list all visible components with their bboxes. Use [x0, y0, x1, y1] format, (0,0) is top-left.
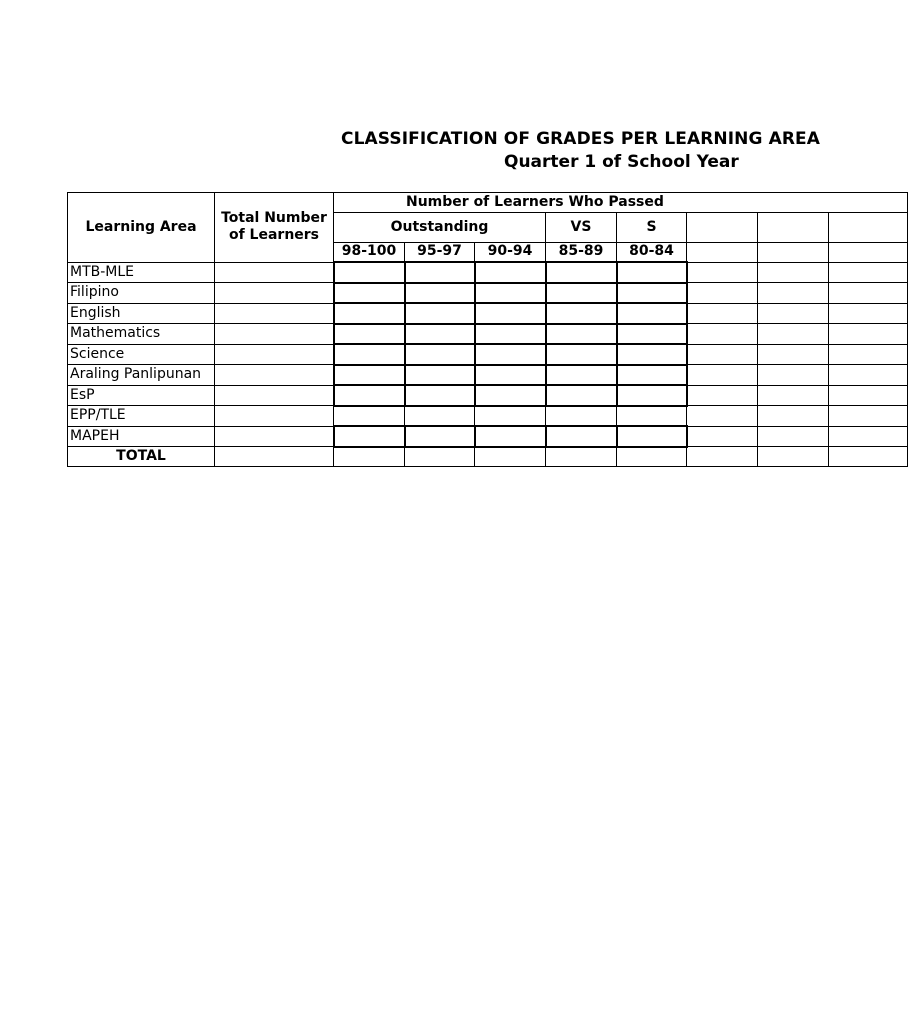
count-cell[interactable] [687, 344, 758, 365]
s-header: S [617, 212, 687, 242]
vs-header: VS [546, 212, 617, 242]
count-cell[interactable] [829, 426, 908, 447]
total-learners-cell[interactable] [215, 344, 334, 365]
grade-range-header: 95-97 [405, 242, 475, 262]
count-cell[interactable] [334, 283, 405, 304]
total-cell[interactable] [829, 447, 908, 467]
count-cell[interactable] [475, 365, 546, 386]
total-learners-cell[interactable] [215, 365, 334, 386]
count-cell[interactable] [687, 426, 758, 447]
count-cell[interactable] [758, 262, 829, 283]
count-cell[interactable] [546, 324, 617, 345]
count-cell[interactable] [758, 283, 829, 304]
count-cell[interactable] [405, 426, 475, 447]
count-cell[interactable] [758, 303, 829, 324]
count-cell[interactable] [405, 385, 475, 406]
total-cell[interactable] [405, 447, 475, 467]
grade-range-header: 85-89 [546, 242, 617, 262]
count-cell[interactable] [334, 406, 405, 427]
count-cell[interactable] [475, 406, 546, 427]
count-cell[interactable] [687, 262, 758, 283]
count-cell[interactable] [617, 426, 687, 447]
total-learners-cell[interactable] [215, 324, 334, 345]
grade-range-header: 80-84 [617, 242, 687, 262]
count-cell[interactable] [617, 385, 687, 406]
count-cell[interactable] [617, 365, 687, 386]
document-subtitle: Quarter 1 of School Year [504, 152, 739, 172]
table-row [68, 385, 908, 406]
total-cell[interactable] [758, 447, 829, 467]
count-cell[interactable] [617, 283, 687, 304]
table-row [68, 262, 908, 283]
outstanding-header: Outstanding [334, 212, 546, 242]
count-cell[interactable] [687, 324, 758, 345]
count-cell[interactable] [617, 324, 687, 345]
count-cell[interactable] [546, 365, 617, 386]
grades-classification-table [67, 192, 908, 467]
count-cell[interactable] [758, 344, 829, 365]
document-title: CLASSIFICATION OF GRADES PER LEARNING AREA [341, 129, 820, 149]
count-cell[interactable] [334, 385, 405, 406]
count-cell[interactable] [405, 303, 475, 324]
passed-header: Number of Learners Who Passed [334, 193, 908, 213]
count-cell[interactable] [758, 324, 829, 345]
count-cell[interactable] [405, 406, 475, 427]
total-cell[interactable] [334, 447, 405, 467]
count-cell[interactable] [334, 303, 405, 324]
count-cell[interactable] [829, 262, 908, 283]
learning-area-name: Filipino [68, 283, 215, 304]
count-cell[interactable] [546, 303, 617, 324]
count-cell[interactable] [687, 365, 758, 386]
total-cell[interactable] [617, 447, 687, 467]
total-learners-cell[interactable] [215, 385, 334, 406]
learning-area-name: Science [68, 344, 215, 365]
count-cell[interactable] [475, 303, 546, 324]
count-cell[interactable] [758, 426, 829, 447]
count-cell[interactable] [546, 283, 617, 304]
learning-area-name: MAPEH [68, 426, 215, 447]
count-cell[interactable] [829, 303, 908, 324]
header-blank [829, 242, 908, 262]
table-row [68, 365, 908, 386]
total-cell[interactable] [475, 447, 546, 467]
count-cell[interactable] [546, 344, 617, 365]
count-cell[interactable] [334, 426, 405, 447]
total-cell[interactable] [546, 447, 617, 467]
count-cell[interactable] [546, 406, 617, 427]
count-cell[interactable] [687, 303, 758, 324]
count-cell[interactable] [334, 324, 405, 345]
count-cell[interactable] [758, 406, 829, 427]
count-cell[interactable] [334, 344, 405, 365]
count-cell[interactable] [475, 324, 546, 345]
table-row [68, 344, 908, 365]
count-cell[interactable] [829, 344, 908, 365]
count-cell[interactable] [617, 262, 687, 283]
table-row [68, 283, 908, 304]
count-cell[interactable] [475, 385, 546, 406]
count-cell[interactable] [475, 283, 546, 304]
count-cell[interactable] [475, 262, 546, 283]
total-learners-cell[interactable] [215, 426, 334, 447]
count-cell[interactable] [405, 262, 475, 283]
total-row [68, 447, 908, 467]
count-cell[interactable] [546, 262, 617, 283]
header-blank [829, 212, 908, 242]
count-cell[interactable] [405, 344, 475, 365]
count-cell[interactable] [687, 406, 758, 427]
learning-area-name: Mathematics [68, 324, 215, 345]
count-cell[interactable] [405, 365, 475, 386]
table-row [68, 406, 908, 427]
count-cell[interactable] [829, 365, 908, 386]
count-cell[interactable] [758, 385, 829, 406]
count-cell[interactable] [617, 406, 687, 427]
learning-area-header: Learning Area [68, 193, 215, 263]
count-cell[interactable] [829, 283, 908, 304]
total-learners-header [215, 193, 334, 263]
count-cell[interactable] [758, 365, 829, 386]
grade-range-header: 90-94 [475, 242, 546, 262]
total-learners-cell[interactable] [215, 406, 334, 427]
count-cell[interactable] [405, 283, 475, 304]
header-blank [758, 242, 829, 262]
count-cell[interactable] [334, 262, 405, 283]
total-learners-header-line1: Total Number [221, 210, 327, 227]
learning-area-name: English [68, 303, 215, 324]
count-cell[interactable] [687, 385, 758, 406]
count-cell[interactable] [334, 365, 405, 386]
learning-area-name: Araling Panlipunan [68, 365, 215, 386]
count-cell[interactable] [475, 426, 546, 447]
total-learners-cell[interactable] [215, 262, 334, 283]
count-cell[interactable] [829, 406, 908, 427]
count-cell[interactable] [617, 303, 687, 324]
total-cell[interactable] [215, 447, 334, 467]
count-cell[interactable] [687, 283, 758, 304]
count-cell[interactable] [546, 385, 617, 406]
total-learners-cell[interactable] [215, 283, 334, 304]
count-cell[interactable] [617, 344, 687, 365]
header-blank [758, 212, 829, 242]
total-cell[interactable] [687, 447, 758, 467]
total-learners-cell[interactable] [215, 303, 334, 324]
learning-area-name: EsP [68, 385, 215, 406]
learning-area-name: EPP/TLE [68, 406, 215, 427]
header-blank [687, 242, 758, 262]
count-cell[interactable] [829, 385, 908, 406]
learning-area-name: MTB-MLE [68, 262, 215, 283]
count-cell[interactable] [405, 324, 475, 345]
table-row [68, 426, 908, 447]
count-cell[interactable] [546, 426, 617, 447]
total-learners-header-line2: of Learners [228, 227, 320, 244]
grade-range-header: 98-100 [334, 242, 405, 262]
count-cell[interactable] [829, 324, 908, 345]
table-row [68, 303, 908, 324]
header-blank [687, 212, 758, 242]
total-label: TOTAL [68, 447, 215, 467]
count-cell[interactable] [475, 344, 546, 365]
table-row [68, 324, 908, 345]
